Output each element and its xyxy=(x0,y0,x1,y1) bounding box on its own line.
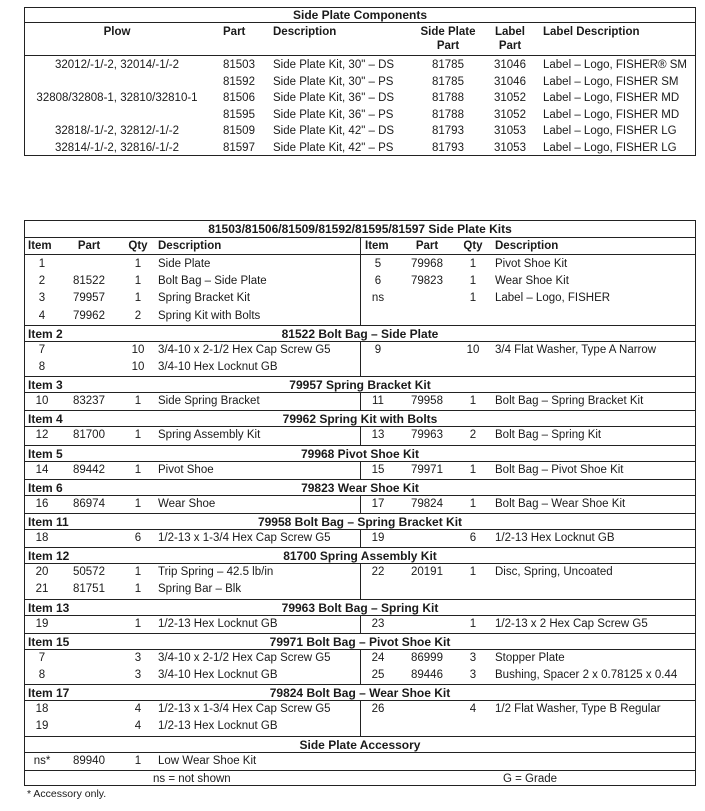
part-number: 79971 xyxy=(411,463,443,476)
accessory-header xyxy=(25,736,695,753)
part-number: 79824 xyxy=(411,497,443,510)
description: Trip Spring – 42.5 lb/in xyxy=(158,566,274,579)
quantity: 3 xyxy=(469,651,477,664)
kits-title xyxy=(25,221,695,238)
part-number: 81751 xyxy=(73,583,105,596)
label-description: Label – Logo, FISHER MD xyxy=(543,92,680,104)
kits-title-text: 81503/81506/81509/81592/81595/81597 Side Plate Kits xyxy=(208,222,512,236)
label-part: 31053 xyxy=(494,125,526,137)
quantity: 3 xyxy=(469,669,477,681)
col-item: Item xyxy=(365,240,389,252)
item-number: ns xyxy=(371,292,385,305)
component-row xyxy=(25,140,695,157)
quantity: 1 xyxy=(469,258,477,270)
quantity: 1 xyxy=(469,395,477,408)
label-part: 31046 xyxy=(494,75,526,88)
header-plow: Plow xyxy=(103,26,131,38)
description: Label – Logo, FISHER xyxy=(495,292,611,305)
section-title: 81522 Bolt Bag – Side Plate xyxy=(281,326,439,341)
header-part: Part xyxy=(223,26,246,38)
header-side-plate-part: Part xyxy=(436,40,460,52)
description: 3/4-10 Hex Locknut GB xyxy=(158,361,278,373)
part-number: 86974 xyxy=(73,497,105,510)
side-plate-part: 81788 xyxy=(432,108,464,121)
plow-models: 32012/-1/-2, 32014/-1/-2 xyxy=(54,59,180,71)
part-number: 83237 xyxy=(73,395,105,408)
section-header xyxy=(25,599,695,616)
item-number: 20 xyxy=(35,566,49,579)
description: Disc, Spring, Uncoated xyxy=(495,566,613,579)
header-description: Description xyxy=(273,26,337,38)
quantity: 1 xyxy=(134,583,142,596)
section-header xyxy=(25,547,695,564)
component-row xyxy=(25,90,695,107)
description: Bolt Bag – Pivot Shoe Kit xyxy=(495,463,624,476)
item-number: 18 xyxy=(35,532,49,544)
description: Side Plate Kit, 42" – PS xyxy=(273,141,394,154)
component-row xyxy=(25,123,695,140)
label-description: Label – Logo, FISHER SM xyxy=(543,75,679,88)
section-header xyxy=(25,445,695,462)
part-number: 81509 xyxy=(223,125,255,137)
plow-models: 32814/-1/-2, 32816/-1/-2 xyxy=(54,141,180,154)
quantity: 1 xyxy=(134,429,142,442)
description: Pivot Shoe xyxy=(158,463,214,476)
section-title: 79963 Bolt Bag – Spring Kit xyxy=(281,600,439,615)
quantity: 1 xyxy=(469,617,477,630)
part-number: 79968 xyxy=(411,258,443,270)
part-number: 81592 xyxy=(223,75,255,88)
quantity: 1 xyxy=(469,566,477,579)
part-number: 79962 xyxy=(73,309,105,322)
column-divider xyxy=(360,427,361,444)
column-divider xyxy=(360,650,361,684)
section-item: Item 13 xyxy=(28,600,70,615)
description: Spring Assembly Kit xyxy=(158,429,261,442)
quantity: 1 xyxy=(469,292,477,305)
item-number: 5 xyxy=(374,258,382,270)
item-number: 25 xyxy=(371,669,385,681)
part-number: 81506 xyxy=(223,92,255,104)
quantity: 6 xyxy=(469,532,477,544)
quantity: 3 xyxy=(134,651,142,664)
column-divider xyxy=(360,462,361,479)
side-plate-part: 81785 xyxy=(432,59,464,71)
section-item: Item 2 xyxy=(28,326,63,341)
side-plate-part: 81788 xyxy=(432,92,464,104)
col-qty: Qty xyxy=(128,240,148,252)
column-divider xyxy=(360,393,361,410)
legend-row xyxy=(25,771,695,788)
section-header xyxy=(25,684,695,701)
item-number: 8 xyxy=(38,361,46,373)
description: 1/2 Flat Washer, Type B Regular xyxy=(495,703,661,716)
accessory-title: Side Plate Accessory xyxy=(299,737,421,752)
label-description: Label – Logo, FISHER LG xyxy=(543,125,677,137)
legend-not-shown: ns = not shown xyxy=(153,772,231,785)
column-divider xyxy=(360,530,361,547)
header-side-plate: Side Plate xyxy=(420,26,476,38)
section-item: Item 17 xyxy=(28,686,70,701)
header-label-part: Part xyxy=(498,40,522,52)
side-plate-kits-table xyxy=(24,220,696,786)
item-number: 23 xyxy=(371,617,385,630)
item-number: 21 xyxy=(35,583,49,596)
col-qty: Qty xyxy=(463,240,483,252)
item-number: 12 xyxy=(35,429,49,442)
section-item: Item 15 xyxy=(28,634,70,649)
part-number: 79823 xyxy=(411,275,443,288)
quantity: 2 xyxy=(134,309,142,322)
description: Side Plate Kit, 30" – PS xyxy=(273,75,394,88)
side-plate-components-table xyxy=(24,7,696,156)
label-part: 31052 xyxy=(494,92,526,104)
section-item: Item 12 xyxy=(28,549,70,564)
label-part: 31052 xyxy=(494,108,526,121)
description: 1/2-13 Hex Locknut GB xyxy=(158,720,278,733)
section-title: 79823 Wear Shoe Kit xyxy=(301,480,419,495)
description: Side Plate Kit, 36" – DS xyxy=(273,92,395,104)
column-divider xyxy=(360,238,361,325)
quantity: 1 xyxy=(134,617,142,630)
col-item: Item xyxy=(28,240,52,252)
item-number: 1 xyxy=(38,258,46,270)
quantity: 1 xyxy=(134,275,142,288)
label-part: 31053 xyxy=(494,141,526,154)
description: Bushing, Spacer 2 x 0.78125 x 0.44 xyxy=(495,669,678,681)
part-number: 20191 xyxy=(411,566,443,579)
description: 1/2-13 x 1-3/4 Hex Cap Screw G5 xyxy=(158,703,331,716)
part-number: 79957 xyxy=(73,292,105,305)
description: Bolt Bag – Wear Shoe Kit xyxy=(495,497,626,510)
table-row xyxy=(25,753,695,770)
legend-grade: G = Grade xyxy=(503,772,558,785)
section-item: Item 5 xyxy=(28,446,63,461)
label-description: Label – Logo, FISHER® SM xyxy=(543,59,687,71)
section-title: 81700 Spring Assembly Kit xyxy=(283,549,437,564)
part-number: 89442 xyxy=(73,463,105,476)
label-description: Label – Logo, FISHER LG xyxy=(543,141,677,154)
col-part: Part xyxy=(77,240,101,252)
item-number: 26 xyxy=(371,703,385,716)
description: Spring Bar – Blk xyxy=(158,583,242,596)
description: Bolt Bag – Spring Bracket Kit xyxy=(495,395,644,408)
quantity: 4 xyxy=(134,720,142,733)
part-number: 50572 xyxy=(73,566,105,579)
quantity: 4 xyxy=(469,703,477,716)
item-number: 11 xyxy=(372,395,384,408)
section-title: 79968 Pivot Shoe Kit xyxy=(300,446,420,461)
section-item: Item 11 xyxy=(28,515,69,529)
description: 3/4-10 x 2-1/2 Hex Cap Screw G5 xyxy=(158,651,331,664)
quantity: 1 xyxy=(469,275,477,288)
part-number: 81503 xyxy=(223,59,255,71)
description: Spring Bracket Kit xyxy=(158,292,251,305)
item-number: 18 xyxy=(35,703,49,716)
description: Wear Shoe Kit xyxy=(495,275,569,288)
side-plate-part: 81785 xyxy=(432,75,464,88)
item-number: 19 xyxy=(35,617,49,630)
component-row xyxy=(25,107,695,124)
quantity: 2 xyxy=(469,429,477,442)
description: Pivot Shoe Kit xyxy=(495,258,568,270)
col-description: Description xyxy=(495,240,559,252)
quantity: 10 xyxy=(466,343,480,356)
part-number: 81522 xyxy=(73,275,105,288)
item-number: 17 xyxy=(371,497,385,510)
section-item: Item 3 xyxy=(28,378,63,393)
section-header xyxy=(25,513,695,530)
description: Side Plate Kit, 42" – DS xyxy=(273,125,395,137)
section-header xyxy=(25,325,695,342)
description: Stopper Plate xyxy=(495,651,565,664)
quantity: 1 xyxy=(469,497,477,510)
component-row xyxy=(25,74,695,91)
side-plate-part: 81793 xyxy=(432,125,464,137)
quantity: 1 xyxy=(134,566,142,579)
description: 1/2-13 x 2 Hex Cap Screw G5 xyxy=(495,617,648,630)
description: Low Wear Shoe Kit xyxy=(158,754,257,767)
footnote: * Accessory only. xyxy=(27,788,107,800)
plow-models: 32818/-1/-2, 32812/-1/-2 xyxy=(54,125,180,137)
section-title: 79824 Bolt Bag – Wear Shoe Kit xyxy=(269,686,451,701)
item-number: 3 xyxy=(38,292,46,305)
part-number: 81595 xyxy=(223,108,255,121)
part-number: 79963 xyxy=(411,429,443,442)
section-header xyxy=(25,633,695,650)
section-header xyxy=(25,376,695,393)
quantity: 4 xyxy=(134,703,142,716)
description: Wear Shoe xyxy=(158,497,216,510)
item-number: 8 xyxy=(38,669,46,681)
components-header-row xyxy=(25,25,695,56)
section-item: Item 4 xyxy=(28,412,63,427)
component-row xyxy=(25,57,695,74)
column-divider xyxy=(360,616,361,633)
item-number: 19 xyxy=(371,532,385,544)
item-number: 6 xyxy=(374,275,382,288)
item-number: 4 xyxy=(38,309,46,322)
description: Side Plate Kit, 36" – PS xyxy=(273,108,394,121)
section-item: Item 6 xyxy=(28,480,63,495)
section-title: 79971 Bolt Bag – Pivot Shoe Kit xyxy=(269,634,451,649)
section-header xyxy=(25,479,695,496)
quantity: 1 xyxy=(134,463,142,476)
column-divider xyxy=(360,564,361,598)
section-title: 79958 Bolt Bag – Spring Bracket Kit xyxy=(257,515,463,529)
description: Side Plate Kit, 30" – DS xyxy=(273,59,395,71)
item-number: 9 xyxy=(374,343,382,356)
part-number: 81700 xyxy=(73,429,105,442)
label-description: Label – Logo, FISHER MD xyxy=(543,108,680,121)
description: Side Spring Bracket xyxy=(158,395,260,408)
description: Side Plate xyxy=(158,258,211,270)
label-part: 31046 xyxy=(494,59,526,71)
quantity: 1 xyxy=(134,258,142,270)
column-divider xyxy=(360,342,361,376)
column-divider xyxy=(360,496,361,513)
item-number: 13 xyxy=(371,429,385,442)
part-number: 86999 xyxy=(411,651,443,664)
description: 3/4-10 x 2-1/2 Hex Cap Screw G5 xyxy=(158,343,331,356)
part-number: 79958 xyxy=(411,395,443,408)
item-number: ns* xyxy=(33,754,51,767)
item-number: 15 xyxy=(371,463,385,476)
description: Spring Kit with Bolts xyxy=(158,309,261,322)
description: Bolt Bag – Side Plate xyxy=(158,275,267,288)
quantity: 3 xyxy=(134,669,142,681)
quantity: 1 xyxy=(134,292,142,305)
item-number: 19 xyxy=(35,720,49,733)
part-number: 89446 xyxy=(411,669,443,681)
col-part: Part xyxy=(415,240,439,252)
quantity: 1 xyxy=(134,497,142,510)
quantity: 1 xyxy=(134,754,142,767)
quantity: 1 xyxy=(134,395,142,408)
item-number: 14 xyxy=(35,463,49,476)
col-description: Description xyxy=(158,240,222,252)
item-number: 22 xyxy=(371,566,385,579)
plow-models: 32808/32808-1, 32810/32810-1 xyxy=(36,92,198,104)
item-number: 7 xyxy=(38,343,46,356)
description: 3/4 Flat Washer, Type A Narrow xyxy=(495,343,657,356)
description: 1/2-13 Hex Locknut GB xyxy=(158,617,278,630)
header-label-description: Label Description xyxy=(543,26,640,38)
quantity: 10 xyxy=(131,361,145,373)
quantity: 6 xyxy=(134,532,142,544)
components-title: Side Plate Components xyxy=(25,8,695,23)
quantity: 10 xyxy=(131,343,145,356)
item-number: 10 xyxy=(35,395,49,408)
part-number: 81597 xyxy=(223,141,255,154)
item-number: 24 xyxy=(371,651,385,664)
item-number: 7 xyxy=(38,651,46,664)
section-header xyxy=(25,410,695,427)
column-divider xyxy=(360,701,361,735)
side-plate-part: 81793 xyxy=(432,141,464,154)
header-label: Label xyxy=(494,26,526,38)
item-number: 2 xyxy=(38,275,46,288)
description: 3/4-10 Hex Locknut GB xyxy=(158,669,278,681)
section-title: 79962 Spring Kit with Bolts xyxy=(282,412,438,427)
item-number: 16 xyxy=(35,497,49,510)
section-title: 79957 Spring Bracket Kit xyxy=(289,378,431,393)
description: Bolt Bag – Spring Kit xyxy=(495,429,602,442)
description: 1/2-13 x 1-3/4 Hex Cap Screw G5 xyxy=(158,532,331,544)
quantity: 1 xyxy=(469,463,477,476)
part-number: 89940 xyxy=(73,754,105,767)
description: 1/2-13 Hex Locknut GB xyxy=(495,532,615,544)
